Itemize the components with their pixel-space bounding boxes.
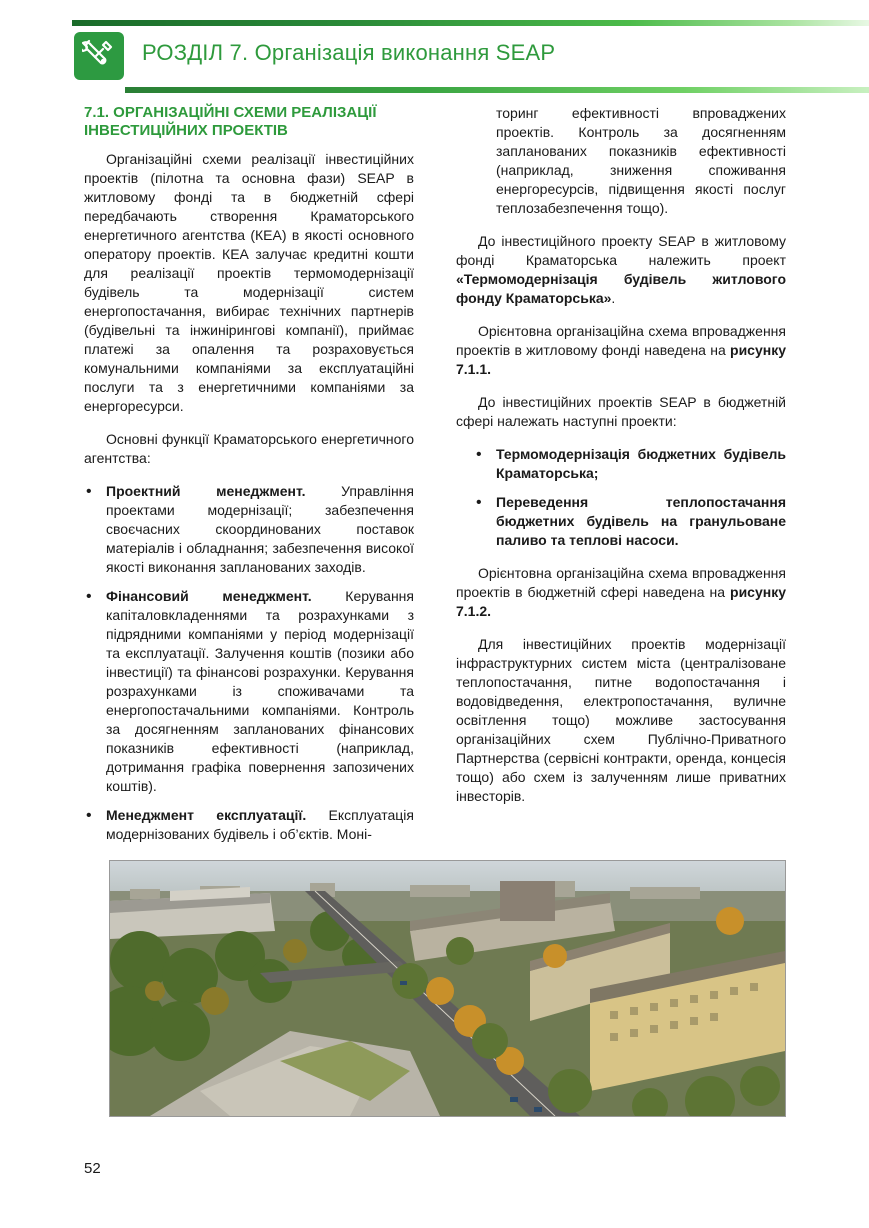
list-item bbox=[84, 482, 414, 577]
right-column bbox=[456, 104, 786, 820]
paragraph: До інвестиційних проектів SEAP в бюджетній сфері належать наступні проекти: bbox=[456, 394, 786, 429]
list-item bbox=[474, 493, 786, 550]
paragraph-continuation: торинг ефективності впроваджених проектів. Контроль за досягненням запланованих показників ефективності (наприклад, зниження споживання енергоресурсів, підвищення якості послуг теплозабезпечення тощо). bbox=[496, 105, 786, 216]
figure-reference: рисунку 7.1.1. bbox=[456, 342, 786, 377]
city-aerial-photo bbox=[109, 860, 786, 1117]
paragraph-text: Орієнтовна організаційна схема впровадження проектів в бюджетній сфері наведена на bbox=[456, 565, 786, 600]
list-item-title: Термомодернізація бюджетних будівель Краматорська; bbox=[496, 446, 786, 481]
page-number: 52 bbox=[84, 1160, 101, 1177]
section-heading-line1: 7.1. ОРГАНІЗАЦІЙНІ СХЕМИ РЕАЛІЗАЦІЇ bbox=[84, 104, 377, 121]
paragraph bbox=[456, 232, 786, 308]
list-item-title: Переведення теплопостачання бюджетних будівель на гранульоване паливо та теплові насоси. bbox=[496, 494, 786, 548]
section-heading bbox=[84, 104, 414, 140]
list-item-text: Експлуатація модернізованих будівель і об’єктів. Моні- bbox=[106, 807, 414, 842]
functions-list bbox=[84, 482, 414, 844]
list-item-title: Фінансовий менеджмент. bbox=[106, 588, 312, 604]
list-item bbox=[84, 587, 414, 796]
project-name: «Термомодернізація будівель житлового фонду Краматорська» bbox=[456, 271, 786, 306]
paragraph: Основні функції Краматорського енергетичного агентства: bbox=[84, 431, 414, 466]
section-heading-line2: ІНВЕСТИЦІЙНИХ ПРОЕКТІВ bbox=[84, 122, 288, 139]
list-item-text: Управління проектами модернізації; забезпечення своєчасних скоординованих поставок матеріалів і обладнання; забезпечення високої якості виконання запланованих заходів. bbox=[106, 483, 414, 575]
paragraph bbox=[456, 564, 786, 621]
projects-list bbox=[474, 445, 786, 550]
paragraph bbox=[456, 322, 786, 379]
list-item-title: Менеджмент експлуатації. bbox=[106, 807, 307, 823]
list-item-title: Проектний менеджмент. bbox=[106, 483, 306, 499]
paragraph: Організаційні схеми реалізації інвестиційних проектів (пілотна та основна фази) SEAP в житловому фонді та в бюджетній сфері передбачають створення Краматорського енергетичного агентства (КЕА) в якості основного оператору проектів. КЕА залучає кредитні кошти для реалізації проектів термомодернізації будівель та модернізації систем енергопостачання, вибирає технічних партнерів (будівельні та інжинірингові компанії), приймає платежі за опалення та розраховується комунальними компаніями за експлуатаційні послуги та з енергетичними компаніями за енергоресурси. bbox=[84, 151, 414, 414]
list-item-text: Керування капіталовкладеннями та розрахунками з підрядними компаніями у період модернізації та експлуатації. Залучення коштів (позики або інвестиції) та фінансові розрахунки. Керування розрахунками із споживачами та енергопостачальними компаніями. Контроль за досягненням запланованих фінансових показників ефективності (наприклад, дотримання графіка повернення запозичених коштів). bbox=[106, 588, 414, 794]
list-item bbox=[474, 445, 786, 483]
chapter-icon-box bbox=[74, 32, 124, 80]
header-stripe-top bbox=[72, 20, 869, 26]
wrench-icon bbox=[82, 37, 116, 76]
left-column bbox=[84, 104, 414, 858]
figure-reference: рисунку 7.1.2. bbox=[456, 584, 786, 619]
list-item bbox=[84, 806, 414, 844]
header-stripe-bottom bbox=[125, 87, 869, 93]
paragraph-text: . bbox=[611, 290, 616, 306]
paragraph-text: Орієнтовна організаційна схема впровадження проектів в житловому фонді наведена на bbox=[456, 323, 786, 358]
paragraph: Для інвестиційних проектів модернізації інфраструктурних систем міста (централізоване теплопостачання, питне водопостачання і водовідведення, електропостачання, вуличне освітлення тощо) можливе застосування організаційних схем Публічно-Приватного Партнерства (сервісні контракти, оренда, концесія тощо) або схем із залученням лише приватних інвесторів. bbox=[456, 636, 786, 804]
paragraph-text: До інвестиційного проекту SEAP в житловому фонді Краматорська належить проект bbox=[456, 233, 786, 268]
chapter-title: РОЗДІЛ 7. Організація виконання SEAP bbox=[142, 40, 556, 65]
